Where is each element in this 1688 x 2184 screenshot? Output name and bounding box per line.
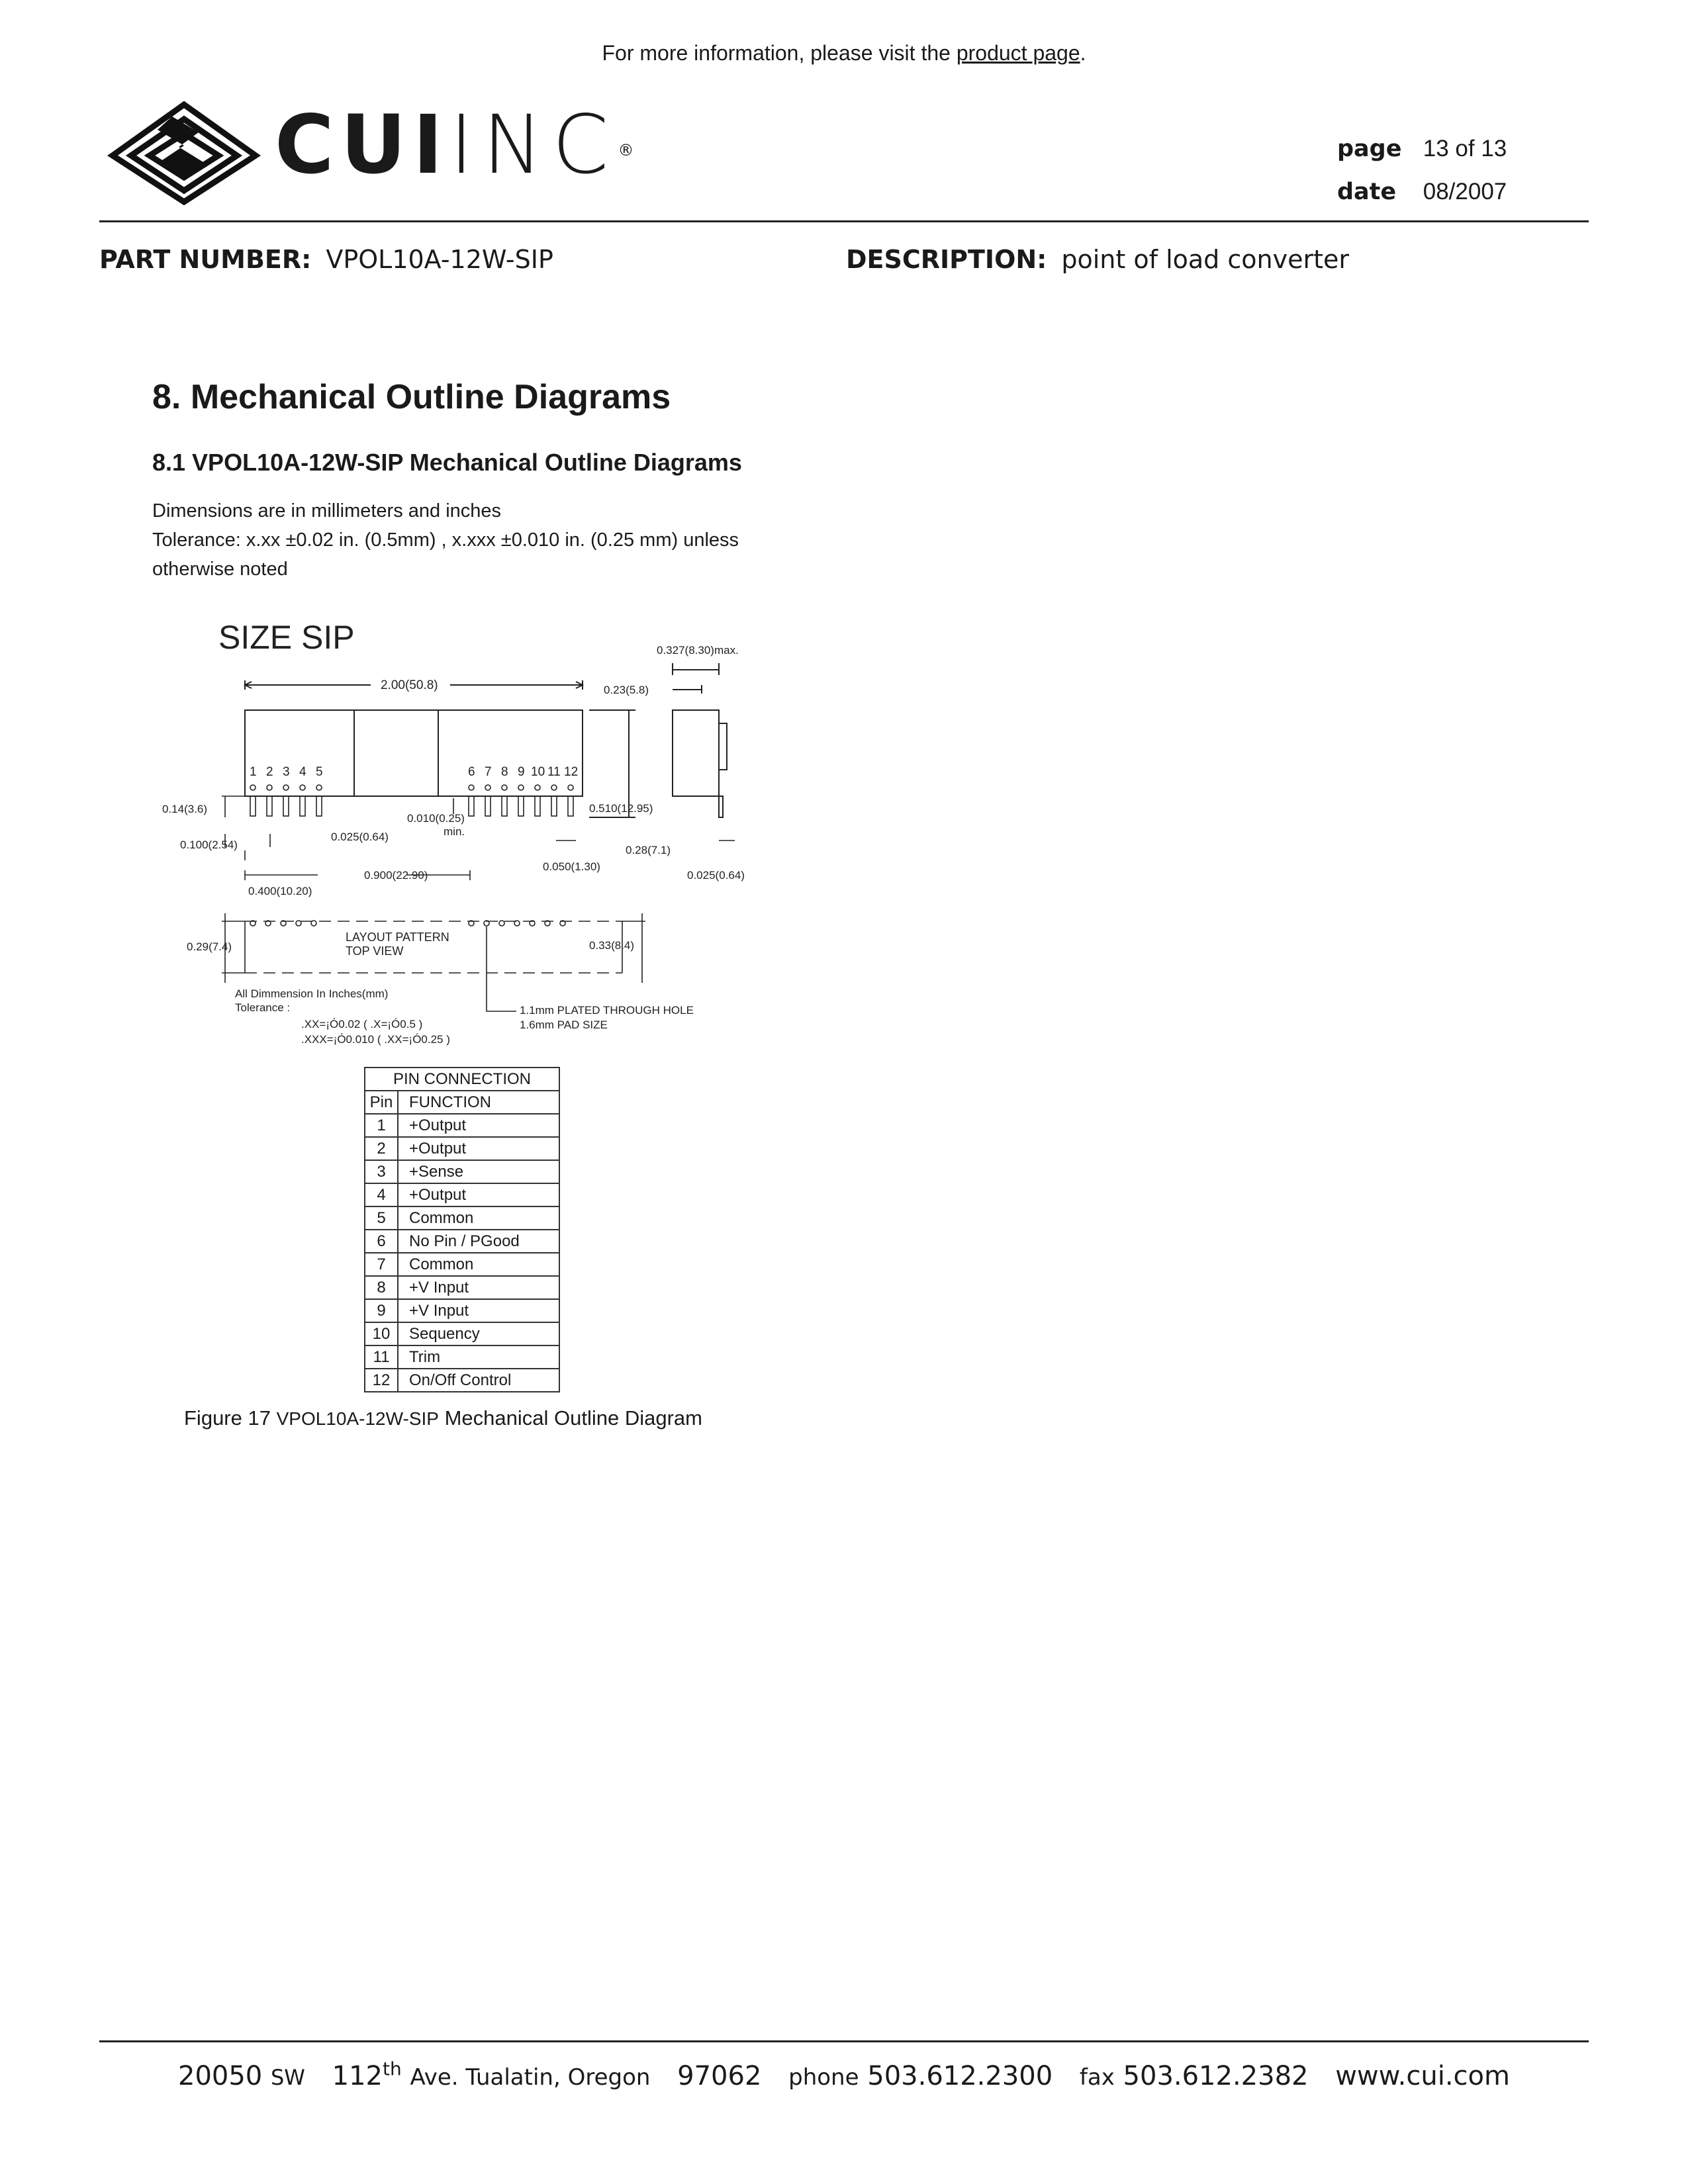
pin-cell: 7: [365, 1253, 398, 1276]
pin-number: 2: [266, 765, 273, 779]
product-page-link[interactable]: product page: [956, 41, 1080, 65]
footer-phone: [788, 2061, 1053, 2091]
figure-part: VPOL10A-12W-SIP: [276, 1408, 439, 1429]
table-row: [365, 1322, 559, 1345]
side-view: [673, 663, 727, 817]
dim-0900: 0.900(22.90): [364, 869, 428, 882]
hole-note-1: 1.1mm PLATED THROUGH HOLE: [520, 1004, 694, 1017]
table-header-pin: Pin: [365, 1091, 398, 1114]
pin-cell: 2: [365, 1137, 398, 1160]
tolerance-note-2: Tolerance :: [235, 1001, 291, 1014]
description-label: DESCRIPTION:: [846, 245, 1047, 274]
dimension-note-3: otherwise noted: [152, 559, 288, 580]
header-divider: [99, 220, 1589, 222]
pin-cell: 1: [365, 1114, 398, 1137]
table-row: [365, 1183, 559, 1206]
pin-connection-table: [364, 1067, 560, 1392]
description-value: point of load converter: [1061, 245, 1349, 274]
pin-cell: 11: [365, 1345, 398, 1369]
pin-legs: [250, 785, 573, 816]
pin-cell: 9: [365, 1299, 398, 1322]
pin-cell: 8: [365, 1276, 398, 1299]
section-title: 8. Mechanical Outline Diagrams: [152, 378, 671, 416]
figure-title: Mechanical Outline Diagram: [444, 1406, 702, 1430]
table-row: [365, 1160, 559, 1183]
dim-0025b: 0.025(0.64): [687, 869, 745, 882]
table-row: [365, 1345, 559, 1369]
mechanical-outline-drawing: [152, 615, 788, 1066]
avenue-city: Ave. Tualatin, Oregon: [410, 2064, 651, 2091]
top-note: [0, 41, 1688, 66]
function-cell: +Output: [398, 1183, 559, 1206]
function-cell: Trim: [398, 1345, 559, 1369]
pin-number: 12: [564, 765, 579, 779]
tolerance-note-3: .XX=¡Ó0.02 ( .X=¡Ó0.5 ): [301, 1018, 423, 1030]
function-cell: +Sense: [398, 1160, 559, 1183]
function-cell: Sequency: [398, 1322, 559, 1345]
part-number-label: PART NUMBER:: [99, 245, 312, 274]
phone-label: phone: [788, 2064, 859, 2091]
tolerance-note-4: .XXX=¡Ó0.010 ( .XX=¡Ó0.25 ): [301, 1033, 450, 1046]
function-cell: On/Off Control: [398, 1369, 559, 1392]
part-number-value: VPOL10A-12W-SIP: [326, 245, 553, 274]
footer-street: [178, 2061, 305, 2091]
pin-numbers-left: [250, 765, 323, 779]
logo-registered: ®: [618, 141, 638, 159]
phone-number: 503.612.2300: [867, 2061, 1053, 2092]
table-row: [365, 1369, 559, 1392]
page-label: page: [1337, 136, 1402, 162]
pin-cell: 3: [365, 1160, 398, 1183]
table-header-function: FUNCTION: [398, 1091, 559, 1114]
pin-number: 3: [283, 765, 290, 779]
table-row: [365, 1276, 559, 1299]
pin-cell: 6: [365, 1230, 398, 1253]
table-row: [365, 1137, 559, 1160]
date-meta: [1337, 179, 1507, 205]
street-number: 20050: [178, 2061, 263, 2092]
footer-divider: [99, 2040, 1589, 2042]
pin-numbers-right: [468, 765, 578, 779]
pin-number: 11: [547, 765, 561, 779]
pin-number: 9: [518, 765, 525, 779]
layout-label-2: TOP VIEW: [346, 944, 404, 958]
dimension-note-2: Tolerance: x.xx ±0.02 in. (0.5mm) , x.xxx ±0.010 in. (0.25 mm) unless: [152, 529, 739, 551]
pin-cell: 5: [365, 1206, 398, 1230]
top-note-suffix: .: [1080, 41, 1086, 65]
dim-028: 0.28(7.1): [626, 844, 671, 856]
pin-number: 7: [485, 765, 492, 779]
footer-address: [0, 2058, 1688, 2091]
footer-website[interactable]: www.cui.com: [1335, 2061, 1510, 2092]
function-cell: +V Input: [398, 1276, 559, 1299]
footer-avenue: [332, 2058, 651, 2092]
top-note-text: For more information, please visit the: [602, 41, 951, 65]
dim-014: 0.14(3.6): [162, 803, 208, 815]
pin-number: 10: [531, 765, 545, 779]
function-cell: No Pin / PGood: [398, 1230, 559, 1253]
pin-number: 6: [468, 765, 475, 779]
hole-note-2: 1.6mm PAD SIZE: [520, 1019, 608, 1031]
pin-cell: 4: [365, 1183, 398, 1206]
pin-cell: 10: [365, 1322, 398, 1345]
pin-number: 8: [501, 765, 508, 779]
dim-029: 0.29(7.4): [187, 940, 232, 953]
table-row: [365, 1253, 559, 1276]
avenue-number: 112: [332, 2061, 383, 2092]
tolerance-note-1: All Dimmension In Inches(mm): [235, 987, 389, 1000]
date-label: date: [1337, 179, 1397, 205]
size-title: SIZE SIP: [218, 619, 355, 656]
figure-number: Figure 17: [184, 1406, 271, 1430]
table-row: [365, 1299, 559, 1322]
section-subtitle: 8.1 VPOL10A-12W-SIP Mechanical Outline Diagrams: [152, 449, 742, 476]
dim-0510: 0.510(12.95): [589, 802, 653, 815]
company-logo-text: [275, 98, 638, 192]
dimension-note-1: Dimensions are in millimeters and inches: [152, 500, 502, 522]
dim-0025a: 0.025(0.64): [331, 831, 389, 843]
function-cell: Common: [398, 1253, 559, 1276]
layout-label-1: LAYOUT PATTERN: [346, 931, 449, 944]
page-value: 13 of 13: [1423, 136, 1507, 161]
dim-depth-max: 0.327(8.30)max.: [657, 644, 739, 657]
part-number: [99, 245, 553, 274]
pin-number: 1: [250, 765, 257, 779]
figure-caption: [184, 1406, 702, 1430]
function-cell: +Output: [398, 1137, 559, 1160]
dim-0010: 0.010(0.25): [407, 812, 465, 825]
function-cell: +V Input: [398, 1299, 559, 1322]
table-row: [365, 1230, 559, 1253]
page-meta: [1337, 136, 1507, 162]
dimension-notes: [152, 496, 814, 584]
dim-023: 0.23(5.8): [604, 684, 649, 696]
avenue-suffix: th: [383, 2058, 402, 2080]
description: [846, 245, 1349, 274]
function-cell: Common: [398, 1206, 559, 1230]
dim-0050: 0.050(1.30): [543, 860, 600, 873]
logo-inc: INC: [449, 98, 618, 192]
street-direction: SW: [270, 2065, 305, 2091]
pin-cell: 12: [365, 1369, 398, 1392]
table-row: [365, 1206, 559, 1230]
footer-fax: [1080, 2061, 1309, 2091]
fax-number: 503.612.2382: [1123, 2061, 1309, 2092]
dim-length: 2.00(50.8): [381, 678, 438, 692]
function-cell: +Output: [398, 1114, 559, 1137]
fax-label: fax: [1079, 2064, 1115, 2091]
footer-zip: 97062: [677, 2061, 762, 2092]
pin-number: 4: [299, 765, 306, 779]
pin-number: 5: [316, 765, 323, 779]
logo-cui: CUI: [275, 98, 449, 192]
dim-0400: 0.400(10.20): [248, 885, 312, 897]
dim-0100: 0.100(2.54): [180, 839, 238, 851]
dim-min: min.: [444, 825, 465, 838]
table-caption: PIN CONNECTION: [365, 1068, 559, 1091]
dim-033: 0.33(8.4): [589, 939, 635, 952]
date-value: 08/2007: [1423, 179, 1507, 205]
table-row: [365, 1114, 559, 1137]
